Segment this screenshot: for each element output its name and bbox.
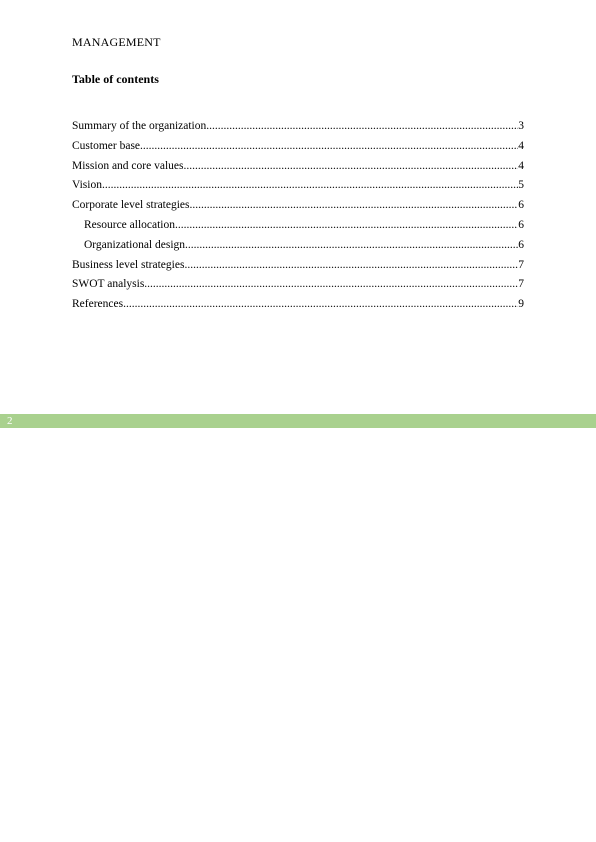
toc-entry-label: Customer base [72,139,141,152]
toc-entry-label: Summary of the organization [72,120,207,132]
toc-entry-resource-allocation[interactable] [72,218,524,238]
toc-entry-label: Organizational design [84,238,186,251]
toc-entry-label: SWOT analysis [72,278,145,291]
dot-leader [184,258,518,272]
toc-entry-page: 7 [518,258,524,271]
toc-entry-page: 4 [518,159,524,172]
toc-entry-page: 5 [518,179,524,192]
toc-entry-swot[interactable] [72,277,524,297]
footer-band [0,414,596,428]
toc-entry-references[interactable] [72,297,524,317]
toc-entry-page: 3 [518,120,524,132]
toc-entry-customer-base[interactable] [72,139,524,159]
running-header: MANAGEMENT [72,35,161,49]
toc-entry-business-strategies[interactable] [72,258,524,278]
toc-entry-label: Resource allocation [84,218,176,231]
toc-entry-corporate-strategies[interactable] [72,198,524,218]
dot-leader [206,119,518,133]
toc-entry-label: Mission and core values [72,159,184,172]
toc-entry-label: Business level strategies [72,258,185,271]
dot-leader [123,297,518,311]
dot-leader [183,159,518,173]
toc-entry-page: 9 [518,298,524,311]
toc-entry-page: 6 [518,238,524,251]
dot-leader [190,198,519,212]
toc-entry-label: Vision [72,179,102,192]
dot-leader [144,277,518,291]
table-of-contents [72,119,524,317]
toc-entry-mission[interactable] [72,159,524,179]
toc-entry-label: Corporate level strategies [72,199,190,212]
toc-entry-page: 7 [518,278,524,291]
dot-leader [140,139,518,153]
toc-entry-organizational-design[interactable] [72,238,524,258]
toc-heading: Table of contents [72,72,159,86]
toc-entry-summary[interactable] [72,119,524,139]
toc-entry-page: 6 [518,218,524,231]
dot-leader [185,238,518,252]
dot-leader [102,178,518,192]
toc-entry-label: References [72,298,124,311]
toc-entry-page: 6 [518,199,524,212]
toc-entry-page: 4 [518,139,524,152]
page-number: 2 [7,415,13,427]
dot-leader [175,218,518,232]
toc-entry-vision[interactable] [72,178,524,198]
